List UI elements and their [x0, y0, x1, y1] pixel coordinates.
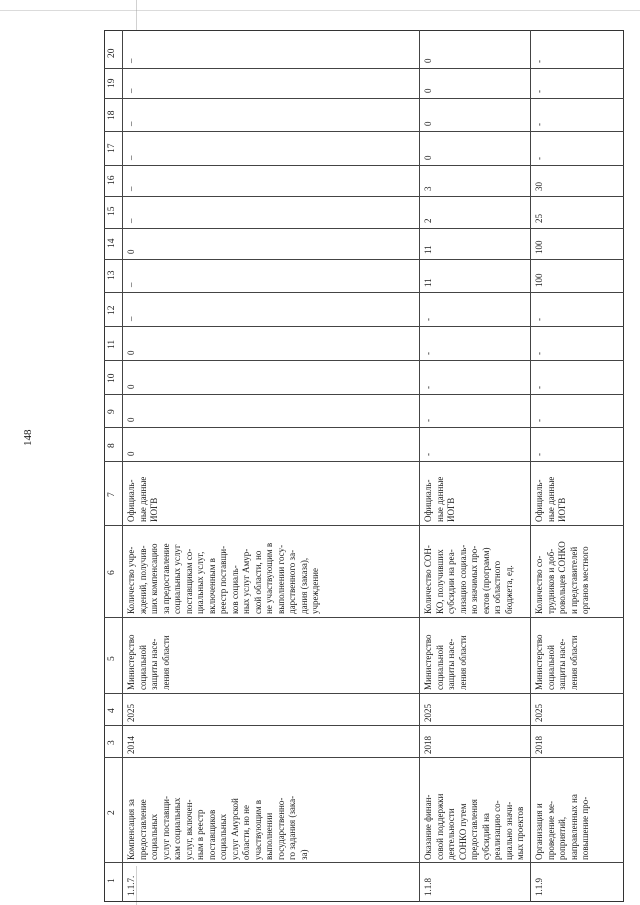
row-2-val-a: 0	[423, 121, 433, 126]
row-2-name: Оказание финан- совой поддержки деятельности СОНКО путем предоставления субсидий на реализацию со- циально значи- мых проектов	[423, 793, 525, 860]
row-2-val-2025: 0	[423, 155, 433, 160]
row-2-val-2017: -	[423, 419, 433, 422]
row-2-num: 1.1.8	[423, 878, 433, 896]
header-col-15: 15	[107, 206, 117, 216]
row-2-val-2022: 11	[423, 245, 433, 254]
row-1-executor: Министерство социальной защиты насе- ления области	[126, 634, 171, 690]
row-1-end: 2025	[126, 704, 136, 722]
row-1-val-c: –	[126, 58, 136, 63]
row-1-source: Официаль- ные данные ИОГВ	[126, 476, 159, 522]
row-3-val-2019: -	[534, 352, 544, 355]
row-2-start: 2018	[423, 736, 433, 754]
row-1-val-2023: –	[126, 218, 136, 223]
header-col-3: 3	[107, 740, 117, 745]
header-col-6: 6	[107, 570, 117, 575]
row-2-val-c: 0	[423, 58, 433, 63]
header-col-2: 2	[107, 810, 117, 815]
header-col-17: 17	[107, 143, 117, 153]
row-1-val-2022: 0	[126, 249, 136, 254]
row-3-val-2018: -	[534, 386, 544, 389]
header-col-4: 4	[107, 708, 117, 713]
row-2-val-b: 0	[423, 88, 433, 93]
header-col-19: 19	[107, 78, 117, 88]
row-1-name: Компенсация за предоставление социальных услуг поставщи- кам социальных услуг, включен- ным в реестр поставщиков социальных услуг Амурской области, но не участвующим в выполнении государственно- го задания (зака- за)	[126, 795, 309, 860]
header-col-10: 10	[107, 373, 117, 383]
row-3-val-b: -	[534, 90, 544, 93]
row-1-start: 2014	[126, 736, 136, 754]
header-col-9: 9	[107, 409, 117, 414]
row-2-val-2021: 11	[423, 278, 433, 287]
row-1-val-2024: –	[126, 186, 136, 191]
row-3-val-2017: -	[534, 419, 544, 422]
header-col-20: 20	[107, 48, 117, 58]
row-3-val-2020: -	[534, 318, 544, 321]
row-2-indicator: Количество СОН- КО, получивших субсидии на реа- лизацию социаль- но значимых про- ектов (программ) из областного бюджета, ед.	[423, 544, 514, 614]
header-col-8: 8	[107, 443, 117, 448]
header-col-7: 7	[107, 492, 117, 497]
row-2-source: Официаль- ные данные ИОГВ	[423, 476, 456, 522]
page-number: 148	[22, 429, 34, 446]
row-1-val-a: –	[126, 121, 136, 126]
row-2-val-2019: -	[423, 352, 433, 355]
row-3-num: 1.1.9	[534, 878, 544, 896]
row-2-val-2024: 3	[423, 186, 433, 191]
row-2-val-2018: -	[423, 386, 433, 389]
row-2-val-2020: -	[423, 318, 433, 321]
header-col-13: 13	[107, 270, 117, 280]
row-2-executor: Министерство социальной защиты насе- ления области	[423, 634, 468, 690]
header-col-1: 1	[107, 878, 117, 883]
header-col-16: 16	[107, 175, 117, 185]
row-3-val-2016: -	[534, 453, 544, 456]
row-1-val-2025: –	[126, 155, 136, 160]
row-2-val-2016: -	[423, 453, 433, 456]
row-1-val-2021: –	[126, 282, 136, 287]
row-3-val-c: -	[534, 60, 544, 63]
row-2-val-2023: 2	[423, 218, 433, 223]
header-col-11: 11	[107, 339, 117, 349]
row-3-executor: Министерство социальной защиты насе- ления области	[534, 634, 579, 690]
row-1-val-b: –	[126, 88, 136, 93]
row-3-val-2025: -	[534, 157, 544, 160]
header-col-14: 14	[107, 238, 117, 248]
row-2-end: 2025	[423, 704, 433, 722]
row-1-val-2020: –	[126, 316, 136, 321]
row-3-val-2021: 100	[534, 273, 544, 287]
header-col-18: 18	[107, 110, 117, 120]
row-1-val-2016: 0	[126, 451, 136, 456]
row-3-val-2023: 25	[534, 214, 544, 223]
scan-mark-top	[136, 0, 137, 30]
row-1-val-2019: 0	[126, 350, 136, 355]
row-3-indicator: Количество со- трудников и доб- ровольцев СОНКО и представителей органов местного	[534, 541, 590, 614]
row-3-source: Официаль- ные данные ИОГВ	[534, 476, 567, 522]
row-3-val-2024: 30	[534, 182, 544, 191]
row-3-name: Организация и проведение ме- роприятий, направленных на повышение про-	[534, 794, 590, 860]
row-1-val-2018: 0	[126, 384, 136, 389]
header-col-12: 12	[107, 305, 117, 315]
row-1-num: 1.1.7.	[126, 875, 136, 896]
row-3-start: 2018	[534, 736, 544, 754]
scan-edge-top	[0, 10, 640, 11]
row-1-val-2017: 0	[126, 417, 136, 422]
row-1-indicator: Количество учре- ждений, получив- ших компенсацию за предоставление социальных услуг поставщикам со- циальных услуг, включенным в реестр поставщи- ков социаль- ных услуг Амур- ской области, но не участвующим в выполнении госу- дарственного за- дания (заказа), учреждение	[126, 542, 320, 614]
header-col-5: 5	[107, 656, 117, 661]
row-3-val-a: -	[534, 123, 544, 126]
row-3-end: 2025	[534, 704, 544, 722]
row-3-val-2022: 100	[534, 240, 544, 254]
